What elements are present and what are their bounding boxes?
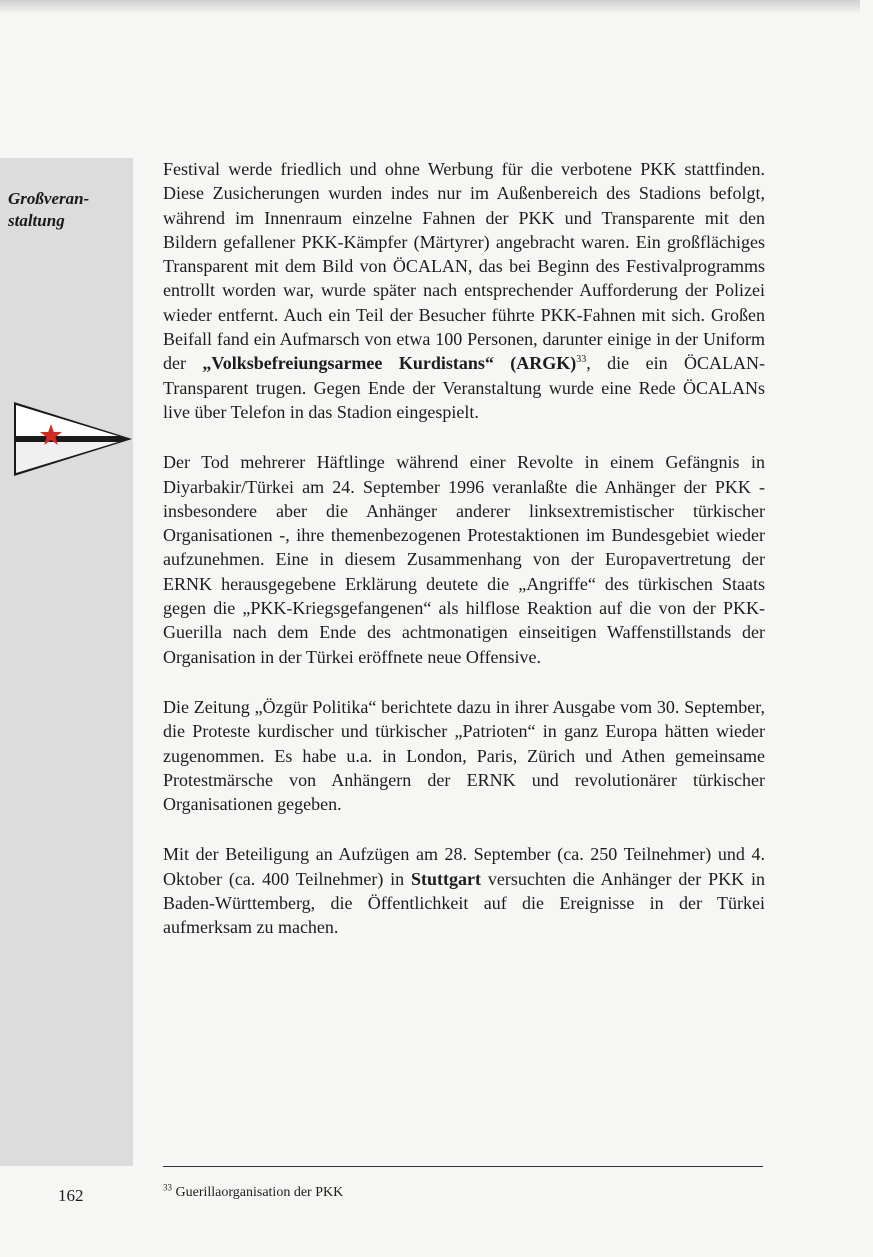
pennant-red-star-icon xyxy=(14,402,134,476)
main-text xyxy=(163,157,765,966)
footnote-number: 33 xyxy=(163,1182,172,1193)
paragraph-1-text-b: , die ein ÖCALAN-Transparent trugen. Gegen Ende der Veranstaltung wurde eine Rede ÖCALANs live über Telefon in das Stadion eingespielt. xyxy=(163,353,765,422)
paragraph-4 xyxy=(163,842,765,939)
paragraph-1-text-a: Festival werde friedlich und ohne Werbung für die verbotene PKK stattfinden. Diese Zusicherungen wurden indes nur im Außenbereich des Stadions befolgt, während im Innenraum einzelne Fahnen der PKK und Transparente mit den Bildern gefallener PKK-Kämpfer (Märtyrer) angebracht waren. Ein großflächiges Transparent mit dem Bild von ÖCALAN, das bei Beginn des Festivalprogramms entrollt worden war, wurde später nach entsprechender Aufforderung der Polizei wieder entfernt. Auch ein Teil der Besucher führte PKK-Fahnen mit sich. Großen Beifall fand ein Aufmarsch von etwa 100 Personen, darunter einige in der Uniform der xyxy=(163,159,765,374)
paragraph-4-bold-city: Stuttgart xyxy=(411,868,482,889)
paragraph-1 xyxy=(163,157,765,424)
margin-heading-line2: staltung xyxy=(8,211,65,230)
footnote-reference: 33 xyxy=(576,354,587,366)
margin-heading xyxy=(8,188,128,232)
footnote-text: Guerillaorganisation der PKK xyxy=(175,1185,344,1200)
paragraph-2: Der Tod mehrerer Häftlinge während einer Revolte in einem Gefängnis in Diyarbakir/Türkei am 24. September 1996 veranlaßte die Anhänger der PKK - insbesondere aber die Anhänger anderer linksextremistischer türkischer Organisationen -, ihre themenbezogenen Protestaktionen im Bundesgebiet wieder aufzunehmen. Eine in diesem Zusammenhang von der Europavertretung der ERNK herausgegebene Erklärung deutete die „Angriffe“ des türkischen Staats gegen die „PKK-Kriegsgefangenen“ als hilflose Reaktion auf die von der PKK-Guerilla nach dem Ende des achtmonatigen einseitigen Waffenstillstands der Organisation in der Türkei eröffnete neue Offensive. xyxy=(163,452,765,667)
margin-sidebar xyxy=(0,158,133,1166)
page-number: 162 xyxy=(58,1186,84,1205)
paragraph-4-text-b: versuchten die Anhänger der PKK in Baden-Württemberg, die Öffentlichkeit auf die Ereignisse in der Türkei aufmerksam zu machen. xyxy=(163,868,765,938)
paragraph-4-text-a: Mit der Beteiligung an Aufzügen am 28. September (ca. 250 Teilnehmer) und 4. Oktober (ca. 400 Teilnehmer) in xyxy=(163,844,765,889)
page-top-shadow xyxy=(0,0,860,14)
footnote xyxy=(163,1182,344,1201)
margin-heading-line1: Großveran- xyxy=(8,189,90,208)
paragraph-1-bold-term: „Volksbefreiungsarmee Kurdistans“ (ARGK) xyxy=(202,353,577,374)
paragraph-3: Die Zeitung „Özgür Politika“ berichtete dazu in ihrer Ausgabe vom 30. September, die Proteste kurdischer und türkischer „Patrioten“ in ganz Europa hätten wieder zugenommen. Es habe u.a. in London, Paris, Zürich und Athen gemeinsame Protestmärsche von Anhängern der ERNK und revolutionärer türkischer Organisationen gegeben. xyxy=(163,696,765,815)
footnote-divider xyxy=(163,1166,763,1167)
